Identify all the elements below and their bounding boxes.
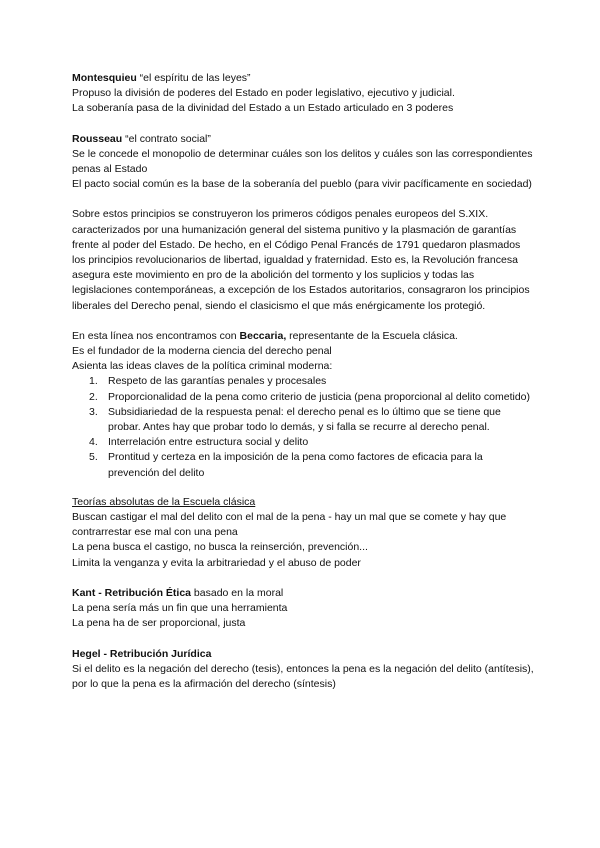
kant-heading: [72, 586, 534, 601]
kant-line-1: La pena sería más un fin que una herramienta: [72, 602, 288, 615]
list-item-text: Prontitud y certeza en la imposición de la pena como factores de eficacia para la prevención del delito: [108, 451, 483, 479]
rousseau-line-1: Se le concede el monopolio de determinar cuáles son los delitos y cuáles son las correspondientes penas al Estado: [72, 147, 533, 176]
montesquieu-line-2: La soberanía pasa de la divinidad del Estado a un Estado articulado en 3 poderes: [72, 102, 454, 115]
list-item: [72, 435, 534, 450]
teorias-heading: Teorías absolutas de la Escuela clásica: [72, 495, 256, 508]
montesquieu-heading: [72, 71, 534, 86]
hegel-name: Hegel - Retribución Jurídica: [72, 647, 212, 660]
rousseau-line-2: El pacto social común es la base de la soberanía del pueblo (para vivir pacíficamente en sociedad): [72, 178, 532, 191]
section-hegel: [72, 647, 534, 693]
list-item-text: Respeto de las garantías penales y procesales: [108, 375, 327, 388]
section-montesquieu: [72, 71, 534, 117]
list-item: [72, 374, 534, 389]
hegel-line-1: Si el delito es la negación del derecho (tesis), entonces la pena es la negación del delito (antítesis), por lo que la pena es la afirmación del derecho (síntesis): [72, 662, 534, 690]
list-item-text: Interrelación entre estructura social y delito: [108, 436, 309, 449]
codigos-paragraph: Sobre estos principios se construyeron los primeros códigos penales europeos del S.XIX. caracterizados por una humanización general del sistema punitivo y la plasmación de garantías frente al poder del Estado. De hecho, en el Código Penal Francés de 1791 quedaron plasmados los principios revolucionarios de libertad, igualdad y fraternidad. Esto es, la Revolución francesa asegura este movimiento en pro de la abolición del tormento y los suplicios y todas las legislaciones contemporáneas, a excepción de los Estados autoritarios, consagraron los principios liberales del Derecho penal, siendo el clasicismo el que más enérgicamente los protegió.: [72, 208, 530, 312]
beccaria-principles-list: [72, 374, 534, 480]
hegel-heading: [72, 647, 534, 662]
list-item-number: 3.: [89, 405, 98, 418]
beccaria-line-2: Asienta las ideas claves de la política criminal moderna:: [72, 360, 333, 373]
kant-name: Kant - Retribución Ética: [72, 586, 192, 599]
beccaria-name: Beccaria,: [239, 329, 287, 342]
rousseau-work: “el contrato social”: [122, 132, 211, 145]
montesquieu-work: “el espíritu de las leyes”: [136, 72, 251, 84]
document-page: [72, 71, 534, 692]
beccaria-intro-before: En esta línea nos encontramos con: [72, 329, 240, 342]
section-beccaria: [72, 329, 534, 481]
list-item-number: 2.: [89, 390, 98, 403]
section-kant: [72, 586, 534, 632]
section-rousseau: [72, 132, 534, 193]
beccaria-intro: [72, 329, 534, 344]
kant-rest: basado en la moral: [191, 586, 284, 599]
montesquieu-line-1: Propuso la división de poderes del Estado en poder legislativo, ejecutivo y judicial.: [72, 87, 455, 100]
kant-line-2: La pena ha de ser proporcional, justa: [72, 617, 246, 630]
list-item-number: 1.: [89, 375, 98, 388]
teorias-line-2: La pena busca el castigo, no busca la reinserción, prevención...: [72, 541, 368, 554]
section-teorias: [72, 495, 534, 571]
beccaria-intro-after: representante de la Escuela clásica.: [286, 329, 458, 342]
beccaria-line-1: Es el fundador de la moderna ciencia del derecho penal: [72, 345, 332, 358]
teorias-line-3: Limita la venganza y evita la arbitrariedad y el abuso de poder: [72, 556, 361, 569]
rousseau-name: Rousseau: [72, 132, 123, 145]
montesquieu-name: Montesquieu: [72, 72, 137, 84]
list-item-text: Subsidiariedad de la respuesta penal: el derecho penal es lo último que se tiene que probar. Antes hay que probar todo lo demás, y si falla se recurre al derecho penal.: [108, 405, 501, 434]
list-item: [72, 390, 534, 405]
list-item: [72, 450, 534, 480]
list-item-number: 5.: [89, 451, 98, 464]
list-item-number: 4.: [89, 436, 98, 449]
list-item: [72, 405, 534, 435]
rousseau-heading: [72, 132, 534, 147]
list-item-text: Proporcionalidad de la pena como criterio de justicia (pena proporcional al delito cometido): [108, 390, 530, 403]
teorias-line-1: Buscan castigar el mal del delito con el mal de la pena - hay un mal que se comete y hay que contrarrestar ese mal con una pena: [72, 511, 507, 539]
